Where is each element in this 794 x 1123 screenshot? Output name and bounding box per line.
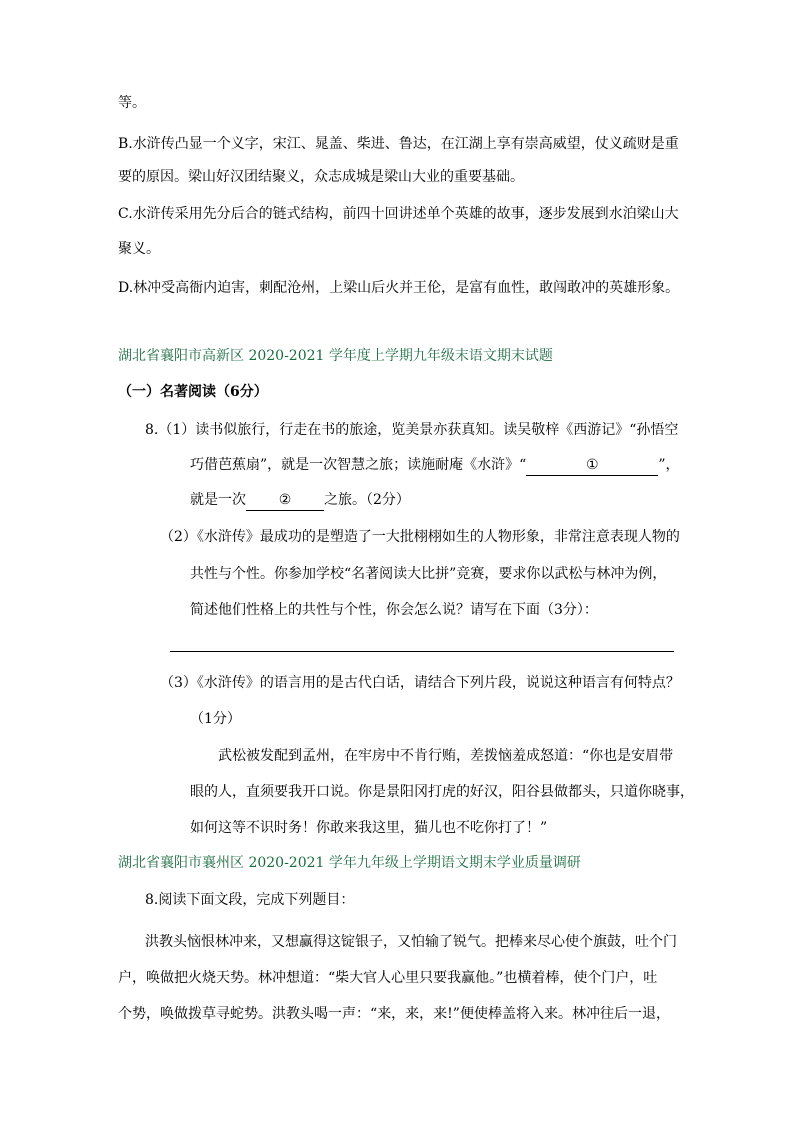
q1-line2-text: 巧借芭蕉扇”，就是一次智慧之旅；读施耐庵《水浒》“ bbox=[190, 457, 527, 473]
answer-line[interactable] bbox=[170, 651, 674, 652]
option-c-line2: 聚义。 bbox=[118, 241, 160, 257]
q2-line2: 共性与个性。你参加学校“名著阅读大比拼”竞赛，要求你以武松与林冲为例， bbox=[190, 566, 667, 582]
option-c-line1: C.水浒传采用先分后合的链式结构，前四十回讲述单个英雄的故事，逐步发展到水泊梁山大 bbox=[118, 206, 679, 222]
option-b-line1: B.水浒传凸显一个义字，宋江、晁盖、柴进、鲁达，在江湖上享有崇高威望，仗义疏财是重 bbox=[118, 136, 679, 152]
passage-line: 如何这等不识时务！你敢来我这里，猫儿也不吃你打了！” bbox=[190, 820, 548, 836]
question-8: 8.阅读下面文段，完成下列题目： bbox=[145, 892, 355, 908]
q1-line2-end: ”， bbox=[658, 457, 680, 473]
q2-line1: （2）《水浒传》最成功的是塑造了一大批栩栩如生的人物形象，非常注意表现人物的 bbox=[160, 529, 680, 545]
text-line: 等。 bbox=[118, 95, 146, 111]
section-heading: （一）名著阅读（6分） bbox=[118, 384, 268, 400]
answer-blank-1[interactable]: ① bbox=[526, 455, 658, 476]
q1-line3-text: 就是一次 bbox=[190, 492, 246, 508]
q1-line3-end: 之旅。（2分） bbox=[324, 492, 410, 508]
answer-blank-2[interactable]: ② bbox=[246, 490, 324, 511]
passage-line: 洪教头恼恨林冲来，又想赢得这锭银子，又怕输了锐气。把棒来尽心使个旗鼓，吐个门 bbox=[145, 934, 677, 950]
q2-line3: 简述他们性格上的共性与个性，你会怎么说？请写在下面（3分）： bbox=[190, 602, 598, 618]
q1-line3 bbox=[190, 490, 410, 511]
source-title-2: 湖北省襄阳市襄州区 2020-2021 学年九年级上学期语文期末学业质量调研 bbox=[118, 855, 581, 871]
q3-line2: （1分） bbox=[190, 711, 241, 727]
q1-line2 bbox=[190, 455, 680, 476]
passage-line: 眼的人，直须要我开口说。你是景阳冈打虎的好汉，阳谷县做都头，只道你晓事， bbox=[190, 784, 694, 800]
passage-line: 户，唤做把火烧天势。林冲想道：“柴大官人心里只要我赢他。”也横着棒，使个门户，吐 bbox=[118, 970, 658, 986]
option-d-line: D.林冲受高衙内迫害，刺配沧州，上梁山后火并王伦，是富有血性，敢闯敢冲的英雄形象。 bbox=[118, 280, 680, 296]
q3-line1: （3）《水浒传》的语言用的是古代白话，请结合下列片段，说说这种语言有何特点？ bbox=[160, 675, 680, 691]
q1-line1: 8.（1）读书似旅行，行走在书的旅途，览美景亦获真知。读吴敬梓《西游记》“孙悟空 bbox=[145, 422, 679, 438]
passage-line: 个势，唤做拨草寻蛇势。洪教头喝一声：“来，来，来!”便使棒盖将入来。林冲往后一退， bbox=[118, 1006, 670, 1022]
option-b-line2: 要的原因。梁山好汉团结聚义，众志成城是梁山大业的重要基础。 bbox=[118, 169, 524, 185]
source-title-1: 湖北省襄阳市高新区 2020-2021 学年度上学期九年级末语文期末试题 bbox=[118, 348, 553, 364]
passage-line: 武松被发配到孟州，在牢房中不肯行贿，差拨恼羞成怒道：“你也是安眉带 bbox=[218, 748, 674, 764]
